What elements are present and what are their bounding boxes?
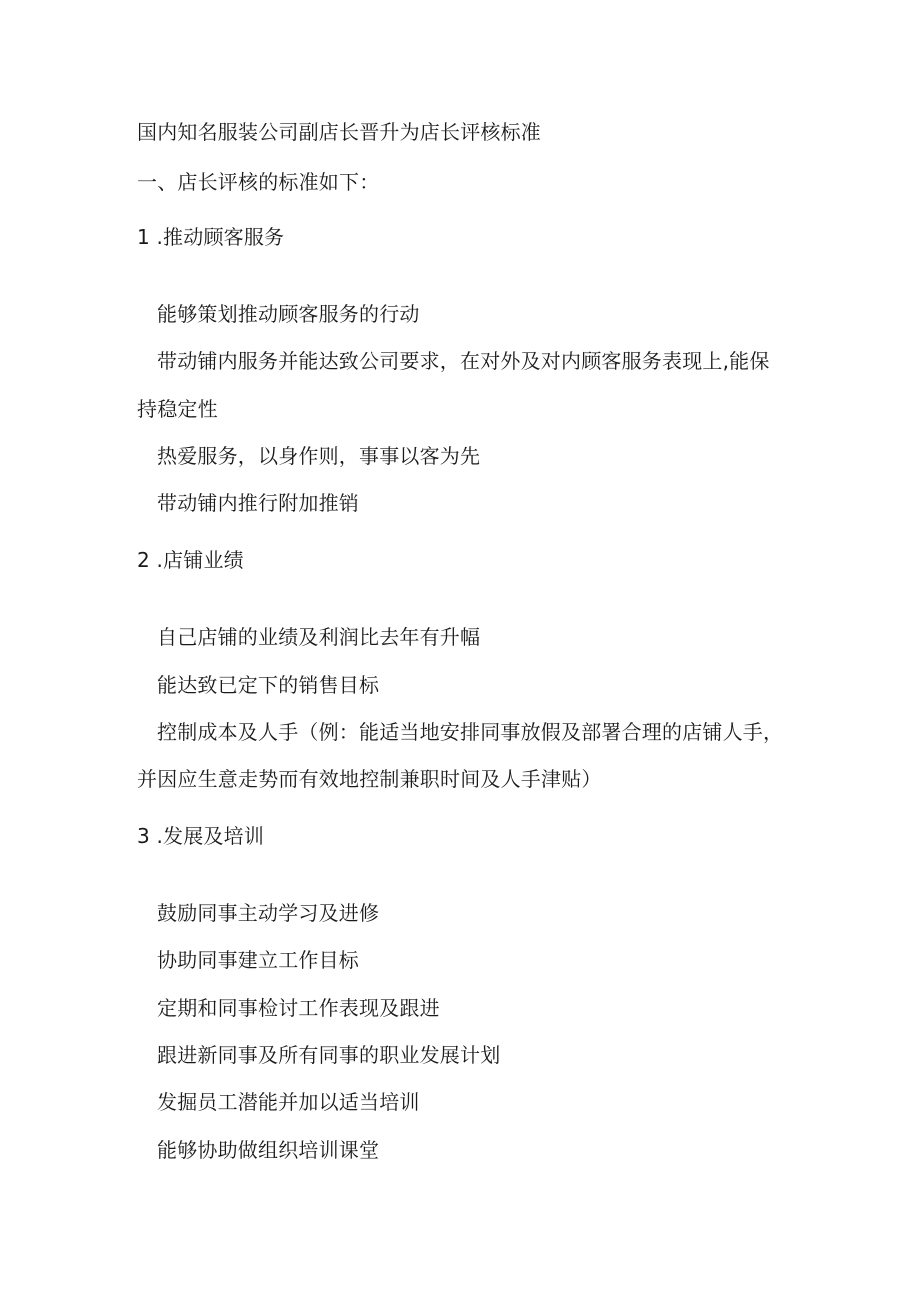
sub-heading-customer-service: 1 .推动顾客服务 — [137, 225, 285, 249]
list-item-continuation: 持稳定性 — [137, 397, 218, 421]
list-item: 跟进新同事及所有同事的职业发展计划 — [157, 1043, 501, 1067]
document-title: 国内知名服装公司副店长晋升为店长评核标准 — [137, 120, 541, 144]
section-heading: 一、店长评核的标准如下： — [137, 170, 380, 194]
list-item: 鼓励同事主动学习及进修 — [157, 901, 380, 925]
list-item: 带动铺内推行附加推销 — [157, 491, 359, 515]
list-item: 控制成本及人手（例：能适当地安排同事放假及部署合理的店铺人手， — [157, 720, 784, 744]
sub-heading-store-performance: 2 .店铺业绩 — [137, 548, 244, 572]
list-item: 定期和同事检讨工作表现及跟进 — [157, 996, 440, 1020]
list-item-continuation: 并因应生意走势而有效地控制兼职时间及人手津贴） — [137, 767, 602, 791]
list-item: 发掘员工潜能并加以适当培训 — [157, 1090, 420, 1114]
list-item: 自己店铺的业绩及利润比去年有升幅 — [157, 625, 481, 649]
sub-heading-development-training: 3 .发展及培训 — [137, 824, 265, 848]
list-item: 能够策划推动顾客服务的行动 — [157, 302, 420, 326]
list-item: 热爱服务，以身作则，事事以客为先 — [157, 444, 481, 468]
list-item: 协助同事建立工作目标 — [157, 948, 359, 972]
list-item: 能够协助做组织培训课堂 — [157, 1138, 380, 1162]
list-item: 带动铺内服务并能达致公司要求，在对外及对内顾客服务表现上,能保 — [157, 349, 770, 373]
list-item: 能达致已定下的销售目标 — [157, 673, 380, 697]
